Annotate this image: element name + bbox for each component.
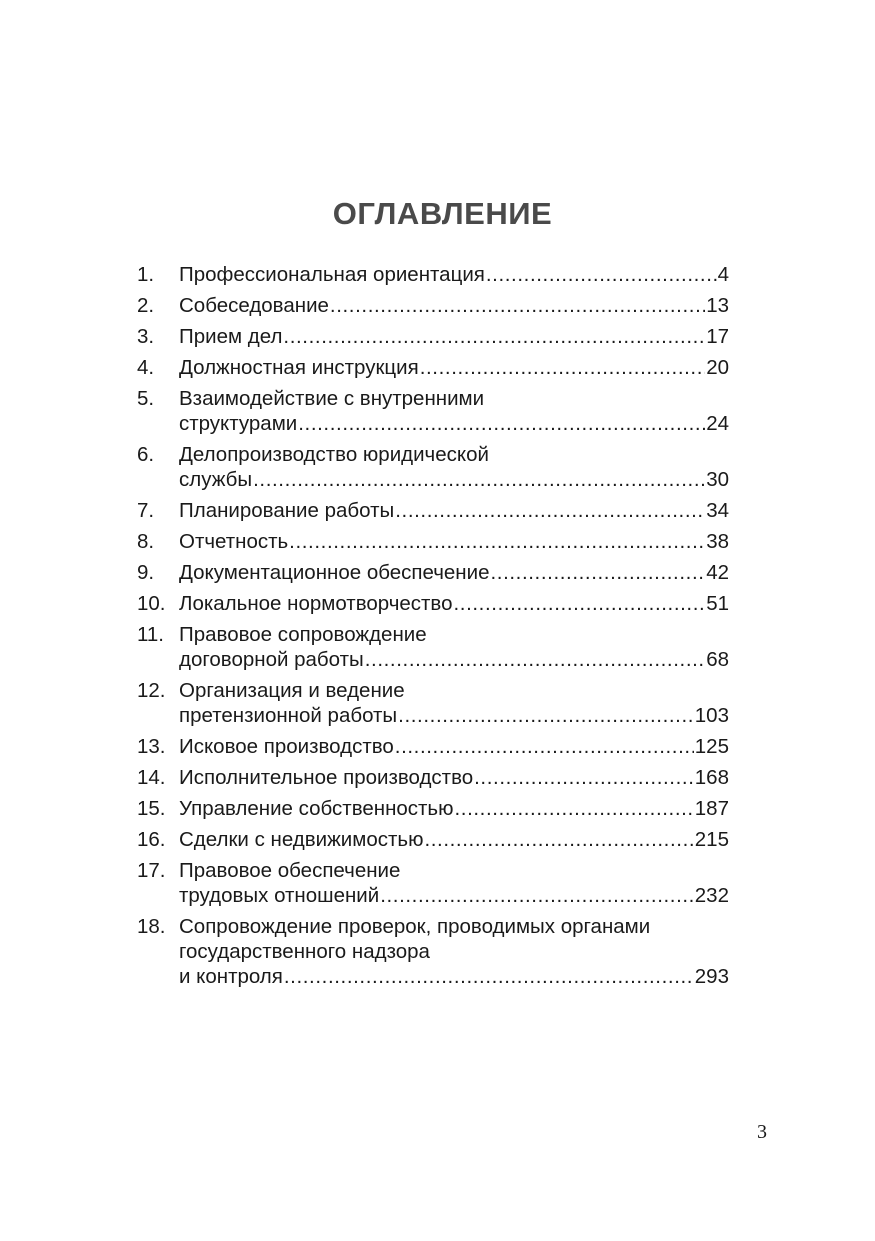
toc-entry-title: претензионной работы xyxy=(179,704,398,727)
toc-entry-line xyxy=(179,498,729,523)
toc-entry-line xyxy=(179,883,729,908)
toc-entry xyxy=(137,498,729,523)
toc-entry xyxy=(137,560,729,585)
toc-entry xyxy=(137,442,729,492)
toc-entry-title-lead: Делопроизводство юридической xyxy=(179,443,489,466)
toc-entry xyxy=(137,293,729,318)
toc-dot-leader xyxy=(289,529,705,554)
toc-entry xyxy=(137,591,729,616)
toc-dot-leader xyxy=(330,293,705,318)
toc-entry-title: Прием дел xyxy=(179,325,283,348)
toc-entry-page: 187 xyxy=(694,797,729,820)
toc-entry-line xyxy=(179,765,729,790)
toc-entry-title-lead: Правовое обеспечение xyxy=(179,859,401,882)
toc-entry-line xyxy=(179,591,729,616)
toc-dot-leader xyxy=(283,324,705,349)
toc-entry-title: Собеседование xyxy=(179,294,329,317)
toc-entry xyxy=(137,678,729,728)
toc-entry-page: 103 xyxy=(694,704,729,727)
toc-dot-leader xyxy=(490,560,705,585)
toc-entry-number: 12. xyxy=(137,679,166,702)
toc-dot-leader xyxy=(398,703,694,728)
toc-entry-page: 168 xyxy=(694,766,729,789)
toc-entry-title: Отчетность xyxy=(179,530,289,553)
toc-entry-page: 215 xyxy=(694,828,729,851)
toc-entry xyxy=(137,355,729,380)
toc-entry xyxy=(137,386,729,436)
toc-entry-page: 42 xyxy=(706,561,729,584)
toc-entry-number: 16. xyxy=(137,828,166,851)
toc-entry-page: 20 xyxy=(706,356,729,379)
toc-entry-title: Управление собственностью xyxy=(179,797,454,820)
toc-entry-line xyxy=(179,734,729,759)
toc-entry-title-lead: Взаимодействие с внутренними xyxy=(179,387,485,410)
toc-entry-page: 30 xyxy=(706,468,729,491)
toc-entry-title: структурами xyxy=(179,412,298,435)
toc-entry-line xyxy=(179,560,729,585)
toc-entry xyxy=(137,324,729,349)
toc-dot-leader xyxy=(454,591,706,616)
toc-entry-number: 14. xyxy=(137,766,166,789)
toc-entry-title: Исполнительное производство xyxy=(179,766,474,789)
toc-entry xyxy=(137,858,729,908)
toc-entry-line xyxy=(179,355,729,380)
toc-entry-page: 4 xyxy=(717,263,729,286)
toc-entry-page: 34 xyxy=(706,499,729,522)
toc-entry-page: 17 xyxy=(706,325,729,348)
toc-entry-number: 4. xyxy=(137,356,155,379)
toc-entry-title: службы xyxy=(179,468,253,491)
toc-entry-line xyxy=(179,467,729,492)
toc-entry-title: Сделки с недвижимостью xyxy=(179,828,424,851)
toc-entry-title: Планирование работы xyxy=(179,499,395,522)
toc-entry-number: 9. xyxy=(137,561,155,584)
toc-entry-page: 38 xyxy=(706,530,729,553)
toc-entry-title: трудовых отношений xyxy=(179,884,380,907)
toc-entry-title: договорной работы xyxy=(179,648,364,671)
toc-entry-number: 1. xyxy=(137,263,155,286)
toc-dot-leader xyxy=(420,355,705,380)
toc-dot-leader xyxy=(365,647,705,672)
toc-dot-leader xyxy=(298,411,705,436)
toc-entry-number: 3. xyxy=(137,325,155,348)
toc-entry-number: 2. xyxy=(137,294,155,317)
toc-entry-page: 68 xyxy=(706,648,729,671)
toc-entry-number: 11. xyxy=(137,623,164,646)
toc-entry-line xyxy=(179,796,729,821)
toc-title: ОГЛАВЛЕНИЕ xyxy=(332,196,553,231)
toc-entry-title-lead: Организация и ведение xyxy=(179,679,405,702)
toc-entry-title: Должностная инструкция xyxy=(179,356,419,379)
toc-entry-line xyxy=(179,529,729,554)
toc-entry-number: 18. xyxy=(137,915,166,938)
toc-entry-page: 293 xyxy=(694,965,729,988)
toc-entry-title: и контроля xyxy=(179,965,283,988)
toc-entry xyxy=(137,262,729,287)
toc-entry-line xyxy=(179,262,729,287)
toc-entry-title: Локальное нормотворчество xyxy=(179,592,453,615)
toc-dot-leader xyxy=(380,883,694,908)
toc-entry-number: 17. xyxy=(137,859,166,882)
toc-entry-page: 125 xyxy=(694,735,729,758)
toc-entry-title: Профессиональная ориентация xyxy=(179,263,485,286)
toc-entry-number: 15. xyxy=(137,797,166,820)
toc-dot-leader xyxy=(474,765,694,790)
toc-dot-leader xyxy=(455,796,694,821)
toc-entry-title: Документационное обеспечение xyxy=(179,561,490,584)
toc-entry-line xyxy=(179,827,729,852)
toc-dot-leader xyxy=(424,827,693,852)
toc-entry-title: Исковое производство xyxy=(179,735,394,758)
toc-entry-line xyxy=(179,411,729,436)
toc-entry-line xyxy=(179,647,729,672)
toc-entry xyxy=(137,914,729,989)
toc-entry-page: 13 xyxy=(706,294,729,317)
page-number: 3 xyxy=(757,1121,767,1143)
toc-entry-page: 51 xyxy=(706,592,729,615)
toc-entry-number: 13. xyxy=(137,735,166,758)
toc-entry xyxy=(137,622,729,672)
toc-dot-leader xyxy=(395,734,694,759)
toc-dot-leader xyxy=(284,964,694,989)
toc-entry-line xyxy=(179,293,729,318)
toc-entry xyxy=(137,529,729,554)
toc-entry xyxy=(137,827,729,852)
toc-entry xyxy=(137,796,729,821)
table-of-contents xyxy=(137,262,729,995)
toc-entry-page: 232 xyxy=(694,884,729,907)
toc-entry-line xyxy=(179,964,729,989)
toc-entry-title-lead: Правовое сопровождение xyxy=(179,623,427,646)
toc-entry-line xyxy=(179,324,729,349)
toc-entry-number: 5. xyxy=(137,387,155,410)
toc-entry-line xyxy=(179,703,729,728)
toc-dot-leader xyxy=(253,467,705,492)
toc-dot-leader xyxy=(486,262,717,287)
toc-dot-leader xyxy=(395,498,705,523)
toc-entry-number: 10. xyxy=(137,592,166,615)
toc-entry-number: 6. xyxy=(137,443,155,466)
toc-entry-number: 8. xyxy=(137,530,155,553)
toc-entry xyxy=(137,734,729,759)
toc-entry-page: 24 xyxy=(706,412,729,435)
toc-entry-number: 7. xyxy=(137,499,155,522)
toc-entry xyxy=(137,765,729,790)
toc-entry-title-lead: Сопровождение проверок, проводимых органами государственного надзора xyxy=(179,915,651,963)
